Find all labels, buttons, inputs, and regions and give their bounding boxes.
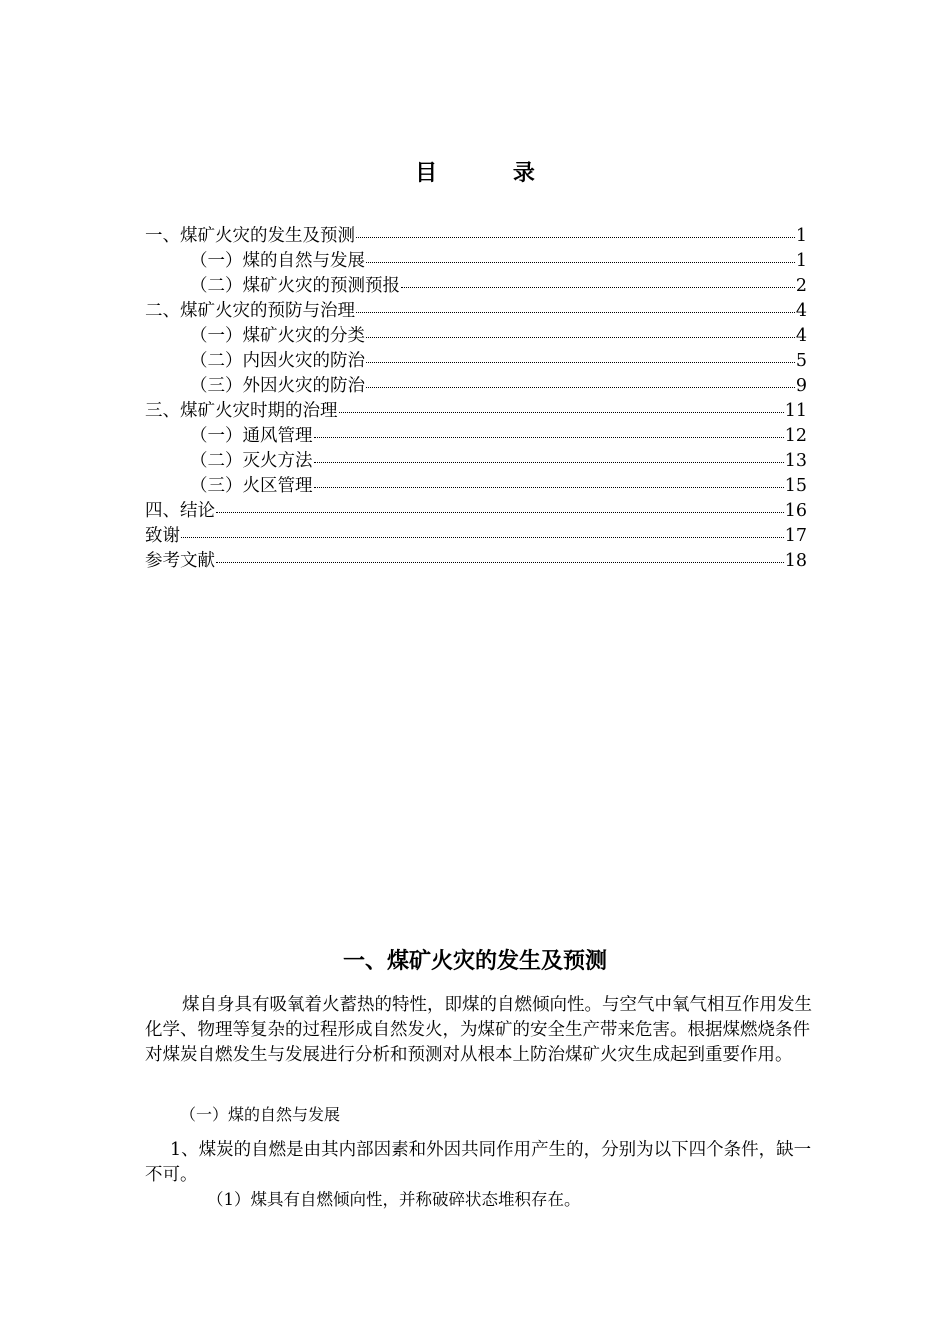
toc-entry[interactable] — [145, 324, 807, 349]
toc-entry[interactable] — [145, 524, 807, 549]
table-of-contents — [145, 224, 807, 574]
toc-entry-page: 4 — [795, 326, 807, 346]
toc-entry-text: 参考文献 — [145, 551, 215, 571]
toc-entry[interactable] — [145, 549, 807, 574]
list-item: （1）煤具有自燃倾向性，并称破碎状态堆积存在。 — [207, 1190, 581, 1209]
toc-entry-page: 17 — [784, 526, 807, 546]
toc-entry[interactable] — [145, 499, 807, 524]
chapter-title: 一、煤矿火灾的发生及预测 — [342, 949, 607, 974]
toc-entry-text: （一）煤的自然与发展 — [190, 251, 365, 271]
toc-entry-text: 四、结论 — [145, 501, 215, 521]
toc-leader-dots — [356, 312, 795, 313]
toc-entry-text: （二）内因火灾的防治 — [190, 351, 365, 371]
toc-entry-page: 18 — [784, 551, 807, 571]
toc-entry-text: 致谢 — [145, 526, 180, 546]
toc-entry-text: （二）煤矿火灾的预测预报 — [190, 276, 400, 296]
toc-entry-page: 12 — [784, 426, 807, 446]
toc-entry[interactable] — [145, 449, 807, 474]
toc-entry-page: 1 — [795, 226, 807, 246]
toc-entry[interactable] — [145, 474, 807, 499]
toc-entry-page: 15 — [784, 476, 807, 496]
toc-leader-dots — [366, 262, 795, 263]
toc-leader-dots — [314, 437, 784, 438]
toc-leader-dots — [401, 287, 795, 288]
toc-entry[interactable] — [145, 349, 807, 374]
section-heading: （一）煤的自然与发展 — [180, 1105, 341, 1124]
toc-entry-text: 三、煤矿火灾时期的治理 — [145, 401, 338, 421]
toc-entry-text: （一）煤矿火灾的分类 — [190, 326, 365, 346]
toc-entry-page: 11 — [784, 401, 807, 421]
toc-leader-dots — [216, 512, 784, 513]
toc-entry-text: （一）通风管理 — [190, 426, 313, 446]
toc-entry-page: 9 — [795, 376, 807, 396]
toc-leader-dots — [339, 412, 784, 413]
toc-entry-page: 13 — [784, 451, 807, 471]
toc-entry[interactable] — [145, 299, 807, 324]
toc-entry-page: 2 — [795, 276, 807, 296]
toc-leader-dots — [366, 337, 795, 338]
toc-leader-dots — [181, 537, 784, 538]
toc-entry[interactable] — [145, 249, 807, 274]
toc-entry[interactable] — [145, 274, 807, 299]
toc-entry-page: 16 — [784, 501, 807, 521]
toc-title: 目 录 — [415, 160, 569, 186]
toc-entry-page: 4 — [795, 301, 807, 321]
toc-leader-dots — [216, 562, 784, 563]
toc-entry[interactable] — [145, 224, 807, 249]
toc-entry-text: （二）灭火方法 — [190, 451, 313, 471]
toc-entry-page: 1 — [795, 251, 807, 271]
toc-entry[interactable] — [145, 374, 807, 399]
toc-entry-text: 一、煤矿火灾的发生及预测 — [145, 226, 355, 246]
toc-entry[interactable] — [145, 399, 807, 424]
toc-leader-dots — [314, 487, 784, 488]
toc-entry-page: 5 — [795, 351, 807, 371]
toc-leader-dots — [366, 362, 795, 363]
toc-leader-dots — [314, 462, 784, 463]
toc-entry[interactable] — [145, 424, 807, 449]
toc-entry-text: 二、煤矿火灾的预防与治理 — [145, 301, 355, 321]
toc-leader-dots — [366, 387, 795, 388]
body-paragraph: 1、煤炭的自燃是由其内部因素和外因共同作用产生的，分别为以下四个条件，缺一不可。 — [145, 1140, 812, 1185]
toc-entry-text: （三）火区管理 — [190, 476, 313, 496]
toc-entry-text: （三）外因火灾的防治 — [190, 376, 365, 396]
body-paragraph: 煤自身具有吸氧着火蓄热的特性，即煤的自燃倾向性。与空气中氧气相互作用发生化学、物理等复杂的过程形成自然发火，为煤矿的安全生产带来危害。根据煤燃烧条件对煤炭自燃发生与发展进行分析和预测对从根本上防治煤矿火灾生成起到重要作用。 — [145, 995, 812, 1065]
toc-leader-dots — [356, 237, 795, 238]
